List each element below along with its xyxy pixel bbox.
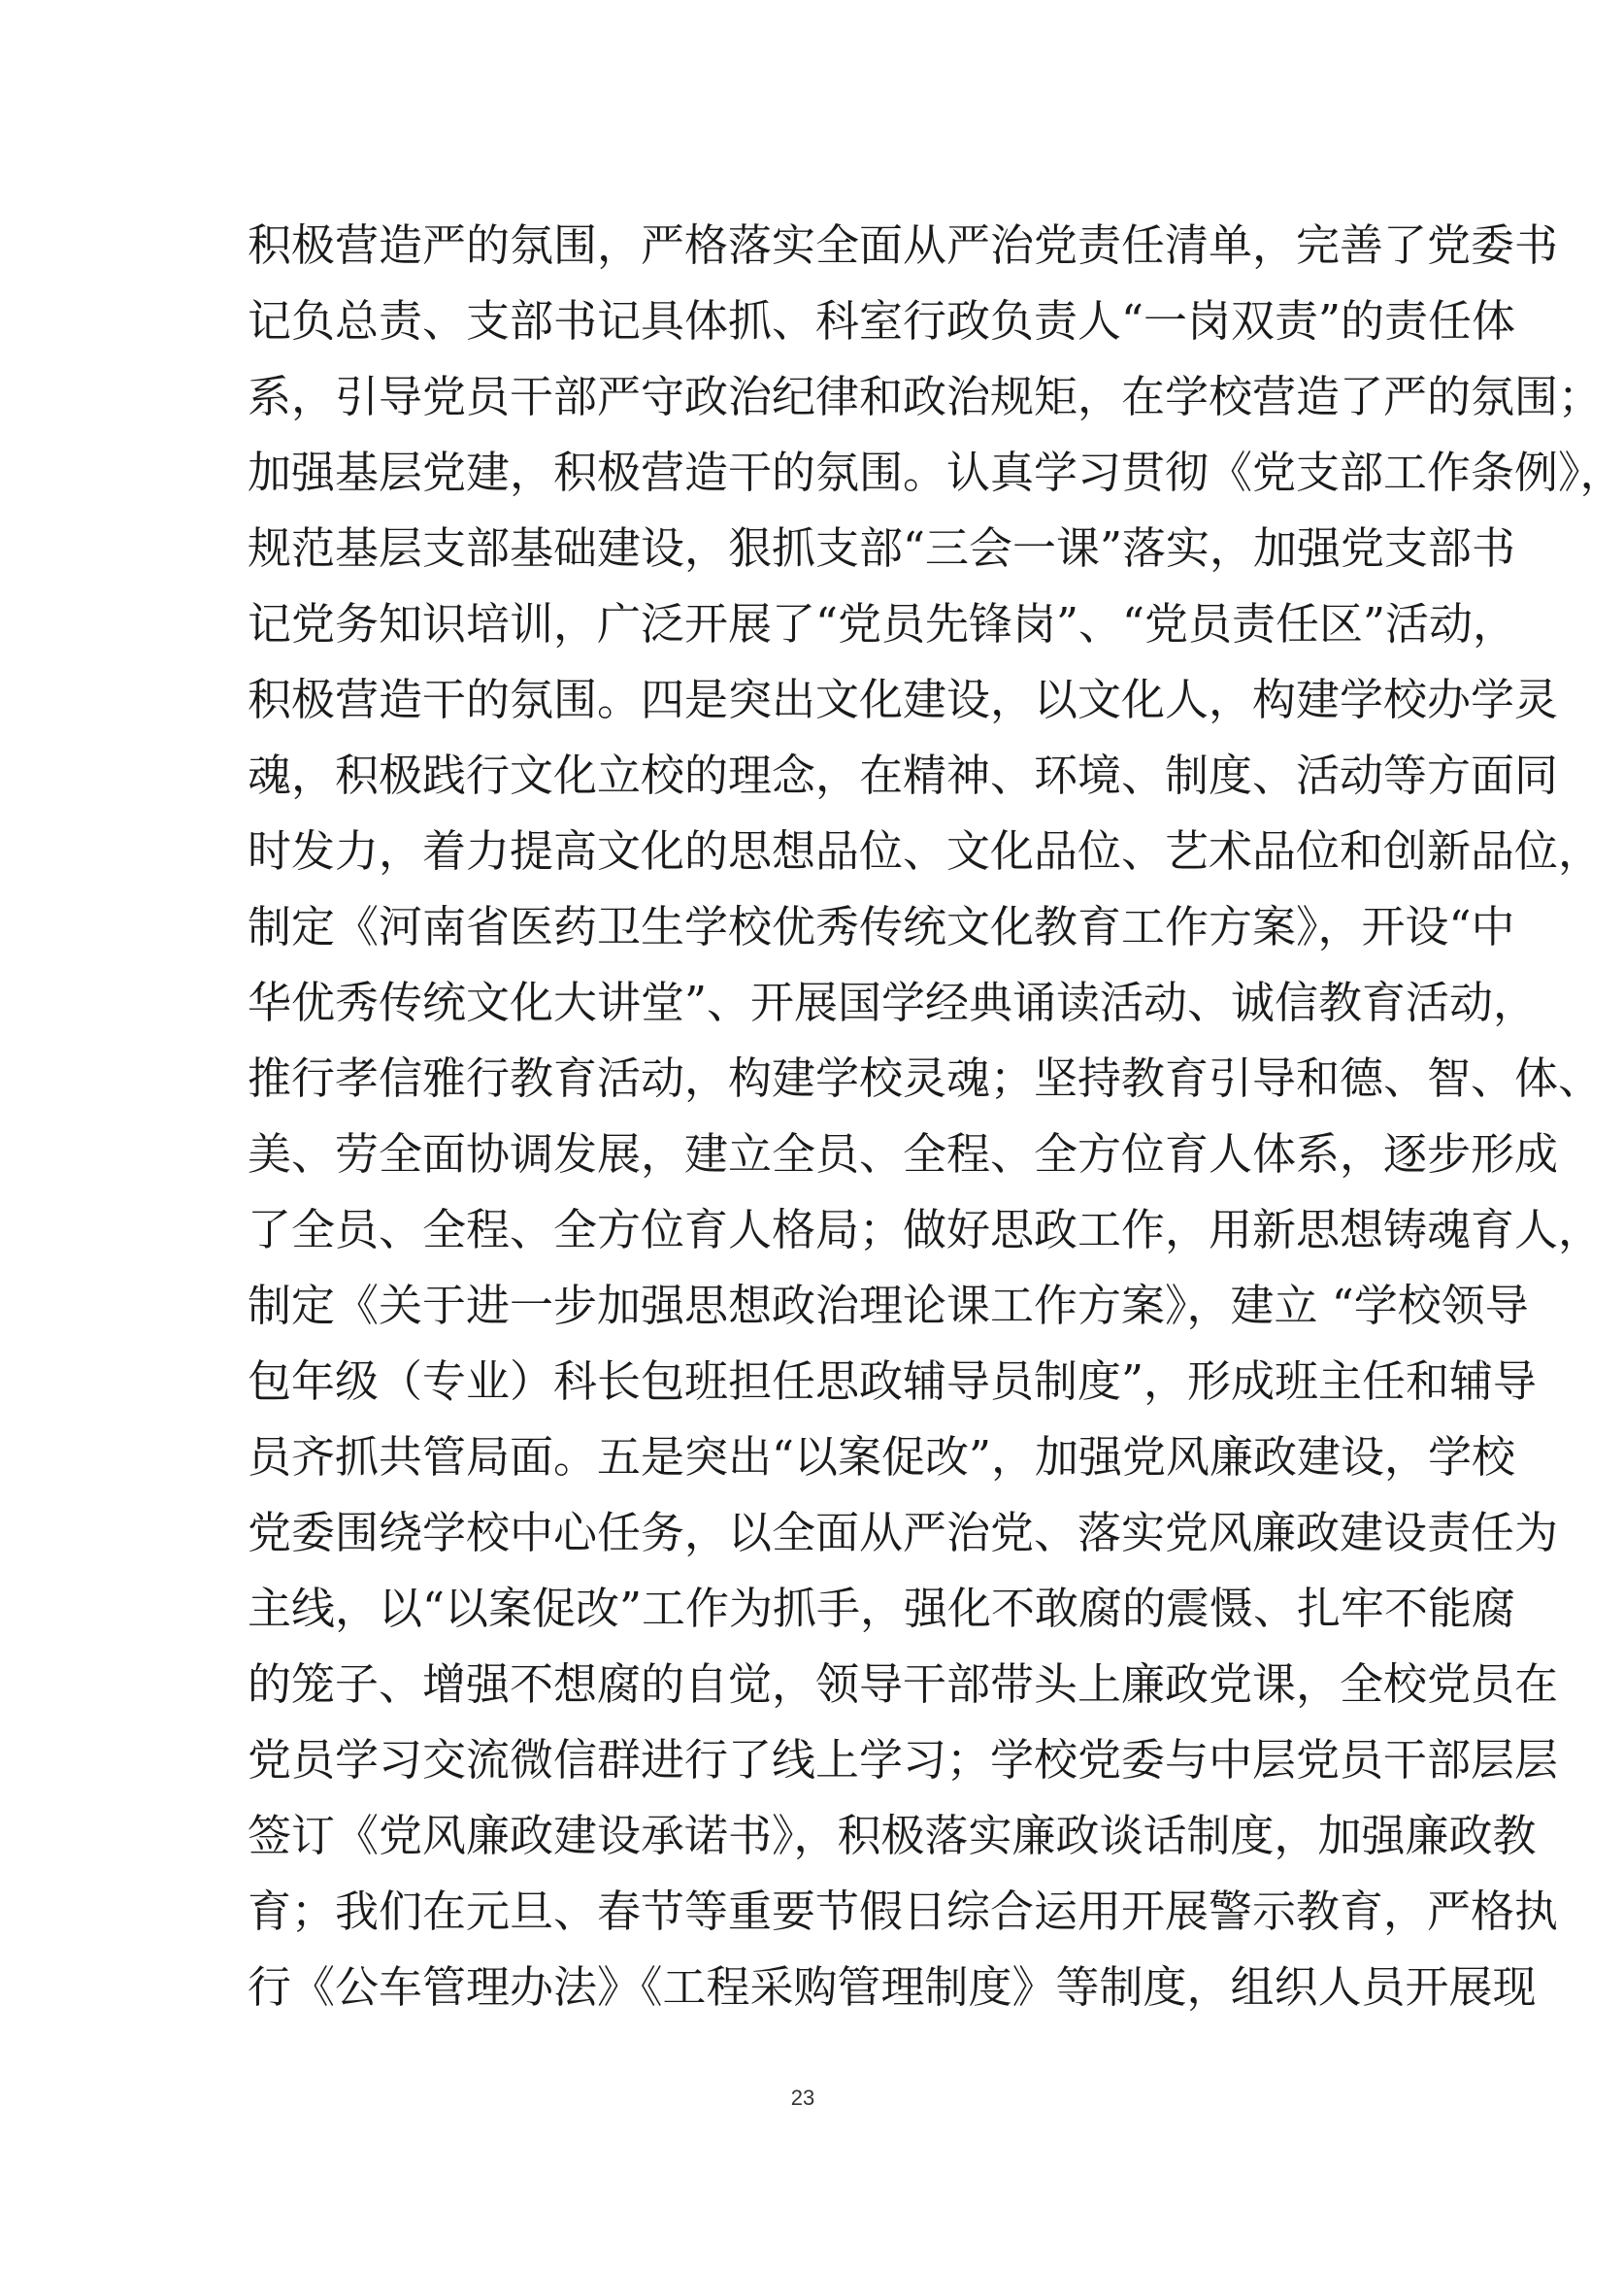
text-line: 记负总责、支部书记具体抓、科室行政负责人“一岗双责”的责任体 [248,295,1516,347]
text-line: 推行孝信雅行教育活动，构建学校灵魂；坚持教育引导和德、智、体、 [248,1052,1603,1104]
text-line: 魂，积极践行文化立校的理念，在精神、环境、制度、活动等方面同 [248,750,1559,801]
text-line: 积极营造严的氛围，严格落实全面从严治党责任清单，完善了党委书 [248,219,1559,271]
text-line: 了全员、全程、全方位育人格局；做好思政工作，用新思想铸魂育人， [248,1204,1603,1255]
text-line: 包年级（专业）科长包班担任思政辅导员制度”，形成班主任和辅导 [248,1355,1538,1407]
text-line: 签订《党风廉政建设承诺书》，积极落实廉政谈话制度，加强廉政教 [248,1810,1537,1861]
text-line: 华优秀传统文化大讲堂”、开展国学经典诵读活动、诚信教育活动， [248,977,1538,1028]
text-line: 加强基层党建，积极营造干的氛围。认真学习贯彻《党支部工作条例》， [248,447,1624,498]
text-line: 制定《关于进一步加强思想政治理论课工作方案》，建立 “学校领导 [248,1280,1529,1331]
text-line: 党员学习交流微信群进行了线上学习；学校党委与中层党员干部层层 [248,1734,1559,1786]
text-line: 行《公车管理办法》《工程采购管理制度》等制度，组织人员开展现 [248,1961,1537,2013]
text-line: 的笼子、增强不想腐的自觉，领导干部带头上廉政党课，全校党员在 [248,1658,1559,1710]
text-line: 党委围绕学校中心任务，以全面从严治党、落实党风廉政建设责任为 [248,1507,1559,1558]
text-line: 主线，以“以案促改”工作为抓手，强化不敢腐的震慑、扎牢不能腐 [248,1583,1516,1634]
text-line: 规范基层支部基础建设，狠抓支部“三会一课”落实，加强党支部书 [248,522,1516,574]
text-line: 积极营造干的氛围。四是突出文化建设，以文化人，构建学校办学灵 [248,674,1559,725]
text-line: 时发力，着力提高文化的思想品位、文化品位、艺术品位和创新品位， [248,825,1603,877]
text-line: 员齐抓共管局面。五是突出“以案促改”，加强党风廉政建设，学校 [248,1431,1516,1483]
text-line: 育；我们在元旦、春节等重要节假日综合运用开展警示教育，严格执 [248,1886,1559,1937]
body-text [248,208,1624,2025]
text-line: 制定《河南省医药卫生学校优秀传统文化教育工作方案》，开设“中 [248,901,1515,952]
text-line: 记党务知识培训，广泛开展了“党员先锋岗”、“党员责任区”活动， [248,598,1517,650]
text-line: 系，引导党员干部严守政治纪律和政治规矩，在学校营造了严的氛围； [248,371,1603,422]
page-number: 23 [790,2086,815,2110]
text-line: 美、劳全面协调发展，建立全员、全程、全方位育人体系，逐步形成 [248,1128,1559,1180]
